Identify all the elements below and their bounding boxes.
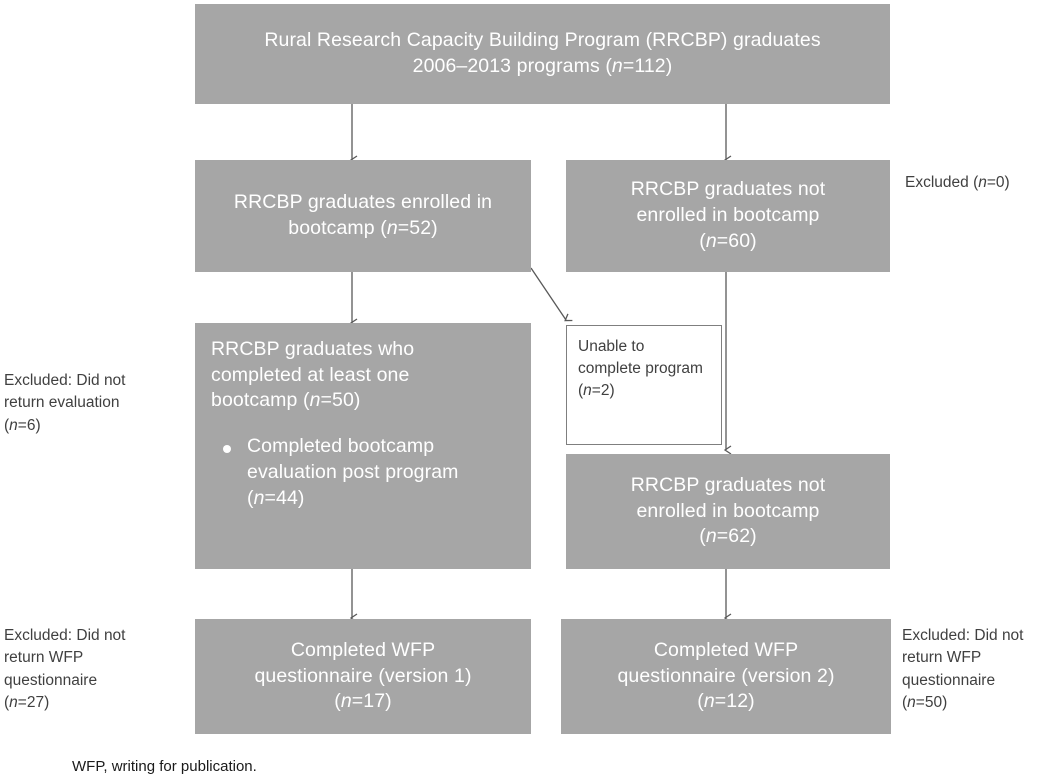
node-line: Rural Research Capacity Building Program (RRCBP) graduates bbox=[264, 29, 821, 52]
node-line: RRCBP graduates not bbox=[630, 178, 826, 201]
annotation-line: questionnaire bbox=[902, 671, 996, 689]
node-bullet-item bbox=[211, 434, 513, 511]
node-line: enrolled in bootcamp bbox=[636, 499, 820, 522]
node-not-enrolled-bootcamp-60 bbox=[566, 160, 890, 272]
annotation-excluded-wfp-right bbox=[902, 625, 1060, 715]
node-line: (n=62) bbox=[699, 525, 757, 548]
node-line: enrolled in bootcamp bbox=[636, 204, 820, 227]
node-line: Completed bootcamp bbox=[247, 435, 435, 458]
bullet-text bbox=[247, 434, 513, 511]
annotation-line: (n=50) bbox=[902, 694, 948, 712]
node-completed-wfp-version-1 bbox=[195, 619, 531, 734]
node-not-enrolled-bootcamp-62 bbox=[566, 454, 890, 569]
node-enrolled-bootcamp bbox=[195, 160, 531, 272]
node-rrcbp-graduates-total bbox=[195, 4, 890, 104]
node-line: (n=44) bbox=[247, 486, 305, 509]
node-line: bootcamp (n=52) bbox=[288, 217, 438, 239]
annotation-excluded-zero bbox=[905, 172, 1055, 194]
node-line: (n=17) bbox=[334, 690, 392, 713]
annotation-line: Excluded: Did not bbox=[902, 627, 1024, 644]
annotation-line: Excluded (n=0) bbox=[905, 174, 1010, 191]
annotation-line: Excluded: Did not bbox=[4, 627, 126, 644]
node-line: Completed WFP bbox=[653, 638, 799, 661]
annotation-line: return WFP bbox=[902, 649, 982, 667]
annotation-line: Excluded: Did not bbox=[4, 372, 126, 389]
annotation-excluded-wfp-left bbox=[4, 625, 182, 715]
annotation-line: (n=6) bbox=[4, 416, 41, 434]
annotation-line: questionnaire bbox=[4, 671, 98, 689]
node-line: questionnaire (version 1) bbox=[254, 664, 472, 687]
annotation-line: return evaluation bbox=[4, 394, 120, 412]
node-line: 2006–2013 programs (n=112) bbox=[412, 55, 673, 77]
node-completed-wfp-version-2 bbox=[561, 619, 891, 734]
node-line: (n=12) bbox=[697, 690, 755, 713]
node-line: evaluation post program bbox=[247, 460, 459, 483]
annotation-line: (n=27) bbox=[4, 694, 50, 712]
figure-footnote: WFP, writing for publication. bbox=[72, 758, 257, 775]
node-line: complete bbox=[578, 360, 641, 377]
node-line: RRCBP graduates enrolled in bbox=[233, 191, 493, 214]
node-line: Unable to bbox=[578, 338, 645, 355]
node-line: program (n=2) bbox=[578, 360, 703, 399]
annotation-line: return WFP bbox=[4, 649, 84, 667]
node-line: RRCBP graduates who bbox=[211, 338, 415, 360]
arrow-enrolled-to-unable bbox=[531, 268, 566, 320]
node-unable-to-complete-program bbox=[566, 325, 722, 445]
node-line: Completed WFP bbox=[290, 638, 436, 661]
node-completed-at-least-one-bootcamp bbox=[195, 323, 531, 569]
node-line: (n=60) bbox=[699, 229, 757, 252]
node-line: completed at least one bbox=[211, 363, 410, 386]
annotation-excluded-no-evaluation bbox=[4, 370, 182, 437]
node-line: bootcamp (n=50) bbox=[211, 389, 361, 412]
node-line: questionnaire (version 2) bbox=[617, 664, 835, 687]
bullet-dot-icon bbox=[223, 445, 231, 453]
node-line: RRCBP graduates not bbox=[630, 473, 826, 496]
